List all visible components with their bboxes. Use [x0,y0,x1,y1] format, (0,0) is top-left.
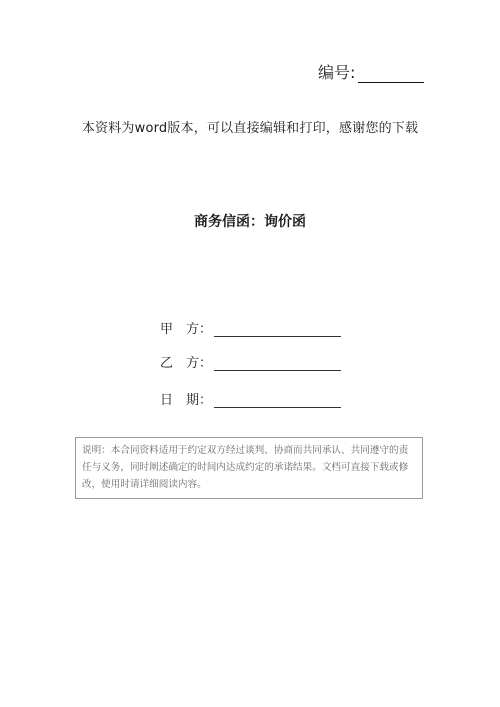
party-a-label: 甲 方： [160,322,213,337]
serial-number-blank [358,66,424,83]
party-a-blank [214,322,341,337]
date-field [160,389,341,408]
date-blank [214,393,341,408]
serial-number-label: 编号: [318,63,356,82]
party-b-blank [214,356,341,371]
party-b-label: 乙 方： [160,356,213,371]
document-title: 商务信函：询价函 [194,214,306,230]
serial-number-field [318,60,424,83]
usage-note-text: 说明：本合同资料适用于约定双方经过谈判、协商而共同承认、共同遵守的责任与义务，同时阐述确定的时间内达成约定的承诺结果。文档可直接下载或修改，使用时请详细阅读内容。 [82,445,409,490]
party-a-field [160,318,341,337]
usage-note-box [75,437,423,499]
party-b-field [160,352,341,371]
date-label: 日 期： [160,393,213,408]
download-notice: 本资料为word版本，可以直接编辑和打印，感谢您的下载 [81,121,419,136]
